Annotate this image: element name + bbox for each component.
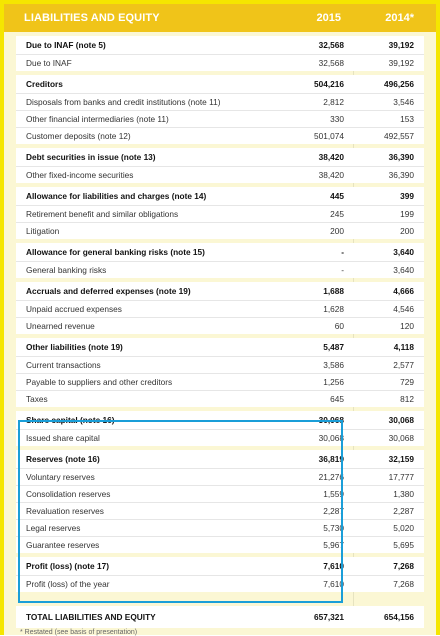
row-group [16, 75, 424, 144]
section-heading-row [16, 282, 424, 301]
table-row [16, 486, 424, 503]
row-group [16, 411, 424, 446]
value-2015: 7,610 [323, 579, 344, 589]
table-row [16, 94, 424, 111]
row-label: Profit (loss) (note 17) [26, 561, 109, 571]
row-label: Allowance for liabilities and charges (note 14) [26, 191, 207, 201]
value-2014: 200 [400, 226, 414, 236]
value-2015: - [341, 265, 344, 275]
table-row [16, 111, 424, 128]
value-2014: 5,695 [393, 540, 414, 550]
row-label: Other fixed-income securities [26, 170, 134, 180]
row-label: Issued share capital [26, 433, 100, 443]
table-row [16, 206, 424, 223]
value-2015: - [341, 247, 344, 257]
value-2015: 30,068 [318, 433, 344, 443]
section-heading-row [16, 148, 424, 167]
row-group [16, 187, 424, 239]
table-row [16, 520, 424, 537]
value-2015: 1,688 [323, 286, 344, 296]
table-row [16, 374, 424, 391]
value-2014: 36,390 [388, 152, 414, 162]
value-2015: 5,730 [323, 523, 344, 533]
table-row [16, 503, 424, 520]
row-label: Allowance for general banking risks (note 15) [26, 247, 205, 257]
total-label: TOTAL LIABILITIES AND EQUITY [26, 612, 156, 622]
value-2015: 1,628 [323, 304, 344, 314]
table-row [16, 223, 424, 239]
value-2015: 32,568 [318, 58, 344, 68]
row-group [16, 36, 424, 71]
row-label: Unearned revenue [26, 321, 95, 331]
value-2015: 1,559 [323, 489, 344, 499]
value-2015: 645 [330, 394, 344, 404]
value-2014: 17,777 [388, 472, 414, 482]
section-heading-row [16, 338, 424, 357]
value-2014: 39,192 [388, 40, 414, 50]
value-2015: 60 [334, 321, 344, 331]
section-heading-row [16, 243, 424, 262]
row-group [16, 338, 424, 407]
row-label: Other liabilities (note 19) [26, 342, 123, 352]
value-2014: 4,666 [393, 286, 414, 296]
value-2014: 120 [400, 321, 414, 331]
row-group [16, 450, 424, 553]
header-col-2015: 2015 [316, 12, 341, 24]
value-2015: 200 [330, 226, 344, 236]
table-row [16, 576, 424, 592]
value-2014: 32,159 [388, 454, 414, 464]
value-2015: 1,256 [323, 377, 344, 387]
row-group [16, 243, 424, 278]
table-header [4, 4, 436, 32]
row-label: Taxes [26, 394, 48, 404]
value-2014: 729 [400, 377, 414, 387]
row-label: Due to INAF [26, 58, 72, 68]
row-label: Debt securities in issue (note 13) [26, 152, 156, 162]
value-2014: 153 [400, 114, 414, 124]
row-group [16, 557, 424, 592]
footnote: * Restated (see basis of presentation) [20, 629, 138, 636]
value-2015: 501,074 [314, 131, 344, 141]
row-label: Accruals and deferred expenses (note 19) [26, 286, 191, 296]
row-label: Reserves (note 16) [26, 454, 100, 464]
value-2015: 5,487 [323, 342, 344, 352]
section-heading-row [16, 36, 424, 55]
total-value-2014: 654,156 [384, 612, 414, 622]
value-2014: 4,118 [393, 342, 414, 352]
row-label: Retirement benefit and similar obligations [26, 209, 179, 219]
section-heading-row [16, 411, 424, 430]
value-2015: 245 [330, 209, 344, 219]
value-2014: 30,068 [388, 415, 414, 425]
table-row [16, 430, 424, 446]
table-row [16, 357, 424, 374]
value-2015: 5,967 [323, 540, 344, 550]
value-2014: 7,268 [393, 561, 414, 571]
value-2015: 330 [330, 114, 344, 124]
row-label: Other financial intermediaries (note 11) [26, 114, 169, 124]
table-row [16, 391, 424, 407]
section-heading-row [16, 187, 424, 206]
row-label: Guarantee reserves [26, 540, 100, 550]
row-label: Litigation [26, 226, 60, 236]
row-label: Customer deposits (note 12) [26, 131, 131, 141]
value-2014: 3,640 [393, 265, 414, 275]
section-heading-row [16, 557, 424, 576]
value-2014: 7,268 [393, 579, 414, 589]
value-2015: 2,287 [323, 506, 344, 516]
section-heading-row [16, 75, 424, 94]
row-label: Due to INAF (note 5) [26, 40, 106, 50]
table-row [16, 262, 424, 278]
table-row [16, 537, 424, 553]
row-label: General banking risks [26, 265, 107, 275]
value-2014: 4,546 [393, 304, 414, 314]
header-title: LIABILITIES AND EQUITY [24, 12, 160, 24]
row-label: Share capital (note 16) [26, 415, 115, 425]
row-label: Unpaid accrued expenses [26, 304, 122, 314]
row-label: Profit (loss) of the year [26, 579, 110, 589]
value-2014: 3,640 [393, 247, 414, 257]
row-group [16, 148, 424, 183]
table-row [16, 469, 424, 486]
row-label: Consolidation reserves [26, 489, 111, 499]
section-heading-row [16, 450, 424, 469]
liabilities-table [16, 36, 424, 596]
value-2015: 7,610 [323, 561, 344, 571]
value-2014: 3,546 [393, 97, 414, 107]
value-2014: 399 [400, 191, 414, 201]
total-row [16, 606, 424, 628]
value-2015: 38,420 [318, 152, 344, 162]
row-label: Legal reserves [26, 523, 81, 533]
value-2015: 21,276 [318, 472, 344, 482]
value-2015: 38,420 [318, 170, 344, 180]
value-2014: 2,287 [393, 506, 414, 516]
value-2014: 496,256 [384, 79, 414, 89]
row-label: Creditors [26, 79, 63, 89]
row-label: Revaluation reserves [26, 506, 104, 516]
total-value-2015: 657,321 [314, 612, 344, 622]
value-2014: 39,192 [388, 58, 414, 68]
row-label: Current transactions [26, 360, 101, 370]
table-row [16, 167, 424, 183]
table-row [16, 318, 424, 334]
table-row [16, 55, 424, 71]
value-2014: 36,390 [388, 170, 414, 180]
table-row [16, 128, 424, 144]
value-2014: 199 [400, 209, 414, 219]
value-2014: 30,068 [388, 433, 414, 443]
value-2014: 1,380 [393, 489, 414, 499]
value-2015: 445 [330, 191, 344, 201]
row-label: Payable to suppliers and other creditors [26, 377, 173, 387]
value-2015: 32,568 [318, 40, 344, 50]
row-label: Voluntary reserves [26, 472, 95, 482]
value-2015: 36,819 [318, 454, 344, 464]
header-col-2014: 2014* [385, 12, 414, 24]
value-2015: 30,068 [318, 415, 344, 425]
value-2015: 504,216 [314, 79, 344, 89]
row-group [16, 282, 424, 334]
value-2014: 812 [400, 394, 414, 404]
value-2015: 3,586 [323, 360, 344, 370]
value-2014: 2,577 [393, 360, 414, 370]
value-2014: 5,020 [393, 523, 414, 533]
value-2015: 2,812 [323, 97, 344, 107]
row-label: Disposals from banks and credit institutions (note 11) [26, 97, 221, 107]
table-row [16, 301, 424, 318]
value-2014: 492,557 [384, 131, 414, 141]
